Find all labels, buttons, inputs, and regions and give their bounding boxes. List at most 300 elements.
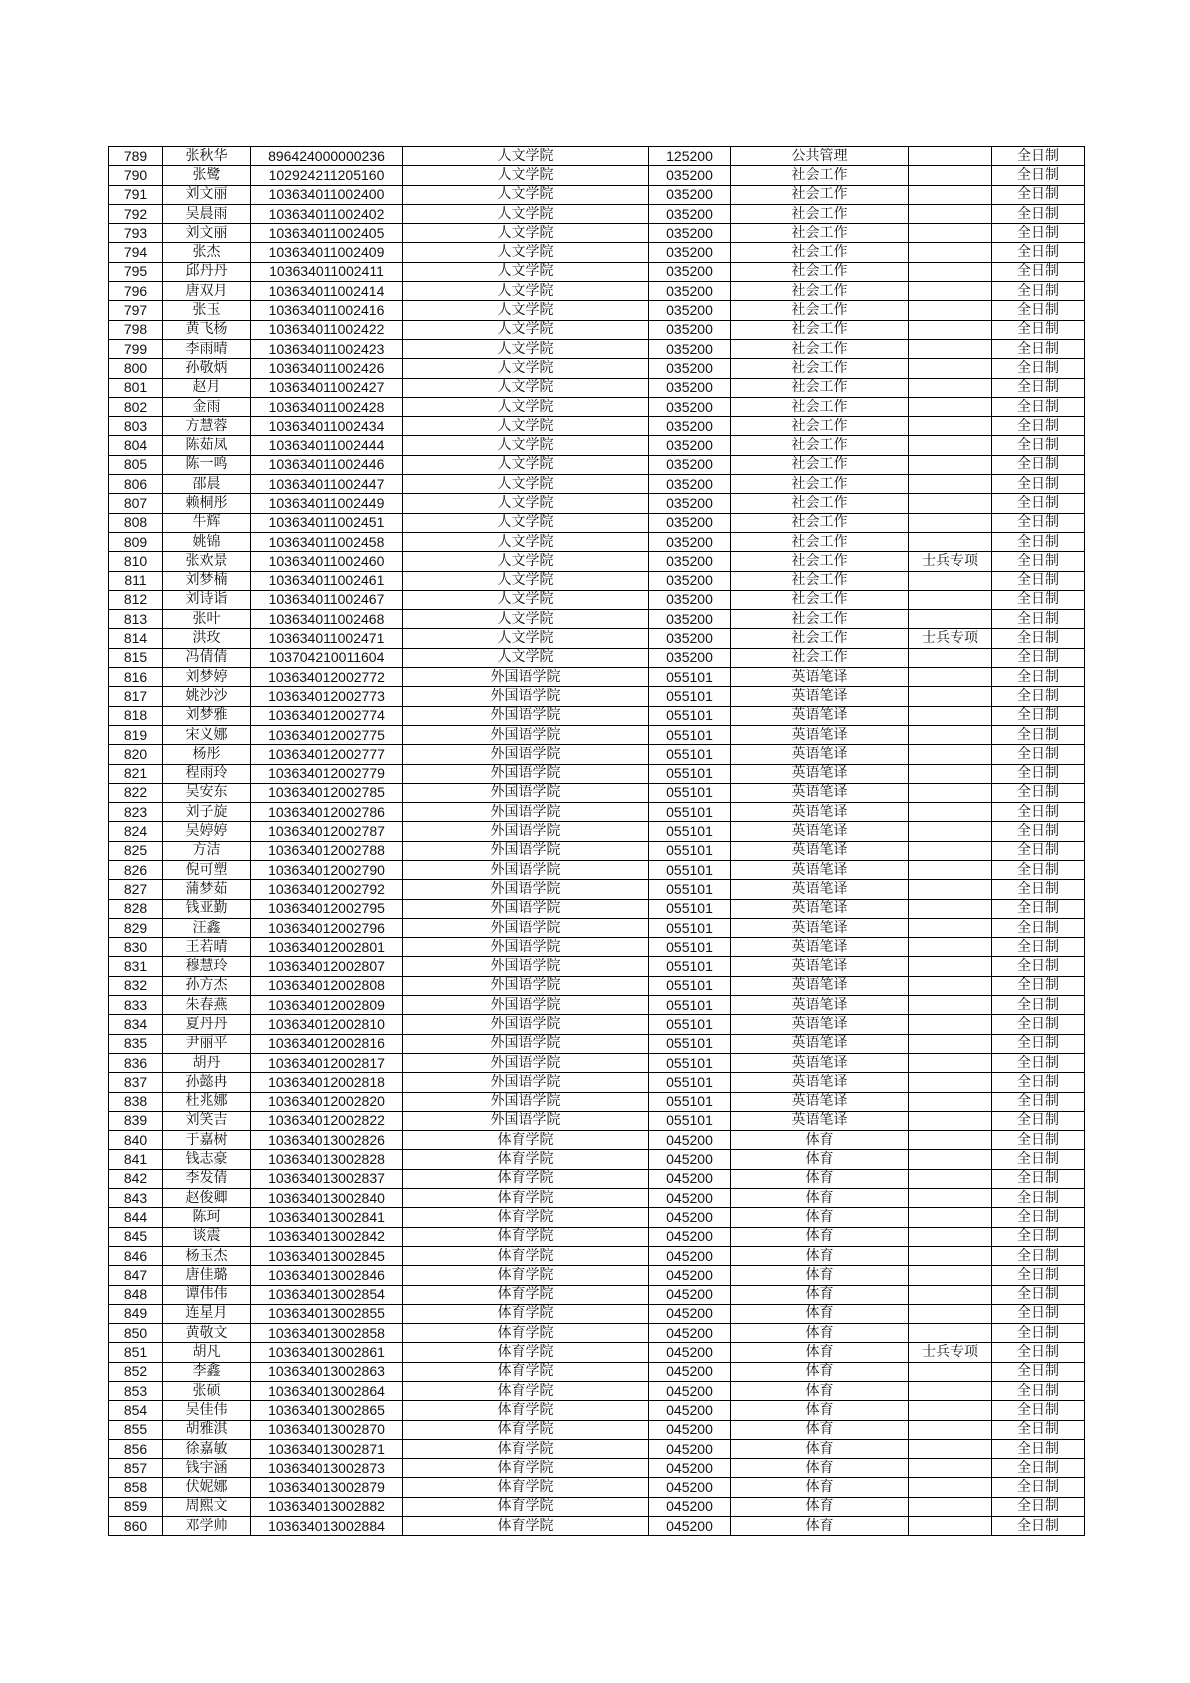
student-name-cell: 黄飞杨: [163, 320, 251, 339]
student-name-cell: 孙懿冉: [163, 1073, 251, 1092]
student-name-cell: 钱宇涵: [163, 1459, 251, 1478]
study-mode-cell: 全日制: [992, 590, 1085, 609]
major-name-cell: 体育: [731, 1459, 909, 1478]
major-name-cell: 英语笔译: [731, 1092, 909, 1111]
school-name-cell: 体育学院: [403, 1517, 649, 1536]
study-mode-cell: 全日制: [992, 571, 1085, 590]
candidate-id-cell: 103634013002854: [251, 1285, 403, 1304]
candidate-id-cell: 103634013002879: [251, 1478, 403, 1497]
study-mode-cell: 全日制: [992, 783, 1085, 802]
school-name-cell: 人文学院: [403, 648, 649, 667]
student-name-cell: 刘文丽: [163, 224, 251, 243]
table-row: [109, 1092, 1085, 1111]
special-program-note-cell: [909, 339, 992, 358]
student-name-cell: 谈震: [163, 1227, 251, 1246]
student-name-cell: 方慧蓉: [163, 417, 251, 436]
study-mode-cell: 全日制: [992, 1015, 1085, 1034]
study-mode-cell: 全日制: [992, 1208, 1085, 1227]
special-program-note-cell: [909, 204, 992, 223]
student-name-cell: 刘笑吉: [163, 1111, 251, 1130]
student-name-cell: 陈一鸣: [163, 455, 251, 474]
study-mode-cell: 全日制: [992, 1304, 1085, 1323]
candidate-id-cell: 103634011002427: [251, 378, 403, 397]
table-row: [109, 1266, 1085, 1285]
major-name-cell: 公共管理: [731, 147, 909, 166]
candidate-id-cell: 103634013002840: [251, 1189, 403, 1208]
row-number-cell: 818: [109, 706, 163, 725]
study-mode-cell: 全日制: [992, 899, 1085, 918]
candidate-id-cell: 103634011002428: [251, 397, 403, 416]
special-program-note-cell: [909, 513, 992, 532]
major-code-cell: 055101: [649, 1053, 731, 1072]
major-code-cell: 055101: [649, 1034, 731, 1053]
table-row: [109, 880, 1085, 899]
study-mode-cell: 全日制: [992, 417, 1085, 436]
major-name-cell: 体育: [731, 1189, 909, 1208]
major-code-cell: 045200: [649, 1131, 731, 1150]
special-program-note-cell: [909, 1420, 992, 1439]
school-name-cell: 外国语学院: [403, 706, 649, 725]
student-name-cell: 吴婷婷: [163, 822, 251, 841]
study-mode-cell: 全日制: [992, 1343, 1085, 1362]
special-program-note-cell: [909, 938, 992, 957]
student-name-cell: 张鹭: [163, 166, 251, 185]
row-number-cell: 841: [109, 1150, 163, 1169]
table-row: [109, 301, 1085, 320]
row-number-cell: 838: [109, 1092, 163, 1111]
major-name-cell: 社会工作: [731, 532, 909, 551]
row-number-cell: 800: [109, 359, 163, 378]
school-name-cell: 体育学院: [403, 1478, 649, 1497]
candidate-id-cell: 103634013002828: [251, 1150, 403, 1169]
study-mode-cell: 全日制: [992, 668, 1085, 687]
school-name-cell: 人文学院: [403, 455, 649, 474]
major-code-cell: 035200: [649, 397, 731, 416]
major-name-cell: 体育: [731, 1266, 909, 1285]
study-mode-cell: 全日制: [992, 532, 1085, 551]
school-name-cell: 人文学院: [403, 378, 649, 397]
study-mode-cell: 全日制: [992, 455, 1085, 474]
candidate-id-cell: 103634013002861: [251, 1343, 403, 1362]
major-name-cell: 体育: [731, 1227, 909, 1246]
row-number-cell: 806: [109, 475, 163, 494]
major-name-cell: 英语笔译: [731, 764, 909, 783]
school-name-cell: 人文学院: [403, 552, 649, 571]
row-number-cell: 807: [109, 494, 163, 513]
major-code-cell: 045200: [649, 1208, 731, 1227]
table-row: [109, 899, 1085, 918]
major-name-cell: 英语笔译: [731, 1034, 909, 1053]
major-name-cell: 社会工作: [731, 629, 909, 648]
school-name-cell: 外国语学院: [403, 1053, 649, 1072]
major-code-cell: 055101: [649, 1015, 731, 1034]
student-name-cell: 唐佳璐: [163, 1266, 251, 1285]
school-name-cell: 体育学院: [403, 1208, 649, 1227]
major-code-cell: 055101: [649, 668, 731, 687]
major-code-cell: 035200: [649, 436, 731, 455]
special-program-note-cell: [909, 185, 992, 204]
study-mode-cell: 全日制: [992, 1362, 1085, 1381]
major-code-cell: 055101: [649, 880, 731, 899]
study-mode-cell: 全日制: [992, 1073, 1085, 1092]
special-program-note-cell: [909, 957, 992, 976]
major-code-cell: 035200: [649, 455, 731, 474]
major-code-cell: 055101: [649, 841, 731, 860]
major-name-cell: 体育: [731, 1131, 909, 1150]
special-program-note-cell: [909, 1459, 992, 1478]
table-row: [109, 822, 1085, 841]
table-row: [109, 668, 1085, 687]
row-number-cell: 808: [109, 513, 163, 532]
row-number-cell: 791: [109, 185, 163, 204]
study-mode-cell: 全日制: [992, 822, 1085, 841]
table-row: [109, 1343, 1085, 1362]
major-code-cell: 035200: [649, 378, 731, 397]
school-name-cell: 外国语学院: [403, 976, 649, 995]
student-name-cell: 伏妮娜: [163, 1478, 251, 1497]
school-name-cell: 人文学院: [403, 436, 649, 455]
student-name-cell: 尹丽平: [163, 1034, 251, 1053]
school-name-cell: 体育学院: [403, 1343, 649, 1362]
major-code-cell: 035200: [649, 166, 731, 185]
major-name-cell: 英语笔译: [731, 783, 909, 802]
school-name-cell: 人文学院: [403, 590, 649, 609]
student-name-cell: 方洁: [163, 841, 251, 860]
student-name-cell: 周熙文: [163, 1497, 251, 1516]
table-row: [109, 1034, 1085, 1053]
study-mode-cell: 全日制: [992, 359, 1085, 378]
special-program-note-cell: [909, 301, 992, 320]
table-row: [109, 1497, 1085, 1516]
special-program-note-cell: 士兵专项: [909, 1343, 992, 1362]
major-name-cell: 英语笔译: [731, 687, 909, 706]
table-row: [109, 339, 1085, 358]
special-program-note-cell: [909, 1266, 992, 1285]
table-row: [109, 378, 1085, 397]
major-code-cell: 035200: [649, 224, 731, 243]
major-code-cell: 045200: [649, 1324, 731, 1343]
major-name-cell: 体育: [731, 1401, 909, 1420]
candidate-id-cell: 103634011002405: [251, 224, 403, 243]
school-name-cell: 人文学院: [403, 359, 649, 378]
candidate-id-cell: 103634013002842: [251, 1227, 403, 1246]
major-name-cell: 社会工作: [731, 648, 909, 667]
student-name-cell: 张杰: [163, 243, 251, 262]
student-name-cell: 胡雅淇: [163, 1420, 251, 1439]
candidate-id-cell: 103634012002816: [251, 1034, 403, 1053]
student-name-cell: 赖桐彤: [163, 494, 251, 513]
school-name-cell: 外国语学院: [403, 880, 649, 899]
special-program-note-cell: [909, 475, 992, 494]
row-number-cell: 851: [109, 1343, 163, 1362]
school-name-cell: 外国语学院: [403, 764, 649, 783]
major-name-cell: 社会工作: [731, 610, 909, 629]
major-name-cell: 体育: [731, 1343, 909, 1362]
row-number-cell: 816: [109, 668, 163, 687]
row-number-cell: 826: [109, 860, 163, 879]
school-name-cell: 体育学院: [403, 1459, 649, 1478]
school-name-cell: 外国语学院: [403, 1034, 649, 1053]
student-name-cell: 牛辉: [163, 513, 251, 532]
special-program-note-cell: [909, 976, 992, 995]
major-name-cell: 英语笔译: [731, 860, 909, 879]
candidate-id-cell: 103634011002461: [251, 571, 403, 590]
candidate-id-cell: 103634012002775: [251, 725, 403, 744]
candidate-id-cell: 103634012002817: [251, 1053, 403, 1072]
major-code-cell: 045200: [649, 1266, 731, 1285]
student-name-cell: 张叶: [163, 610, 251, 629]
school-name-cell: 外国语学院: [403, 899, 649, 918]
student-name-cell: 张硕: [163, 1382, 251, 1401]
study-mode-cell: 全日制: [992, 1189, 1085, 1208]
school-name-cell: 人文学院: [403, 397, 649, 416]
student-name-cell: 李发倩: [163, 1169, 251, 1188]
roster-body: [109, 147, 1085, 1536]
table-row: [109, 764, 1085, 783]
table-row: [109, 1324, 1085, 1343]
candidate-id-cell: 102924211205160: [251, 166, 403, 185]
major-code-cell: 055101: [649, 706, 731, 725]
school-name-cell: 外国语学院: [403, 687, 649, 706]
candidate-id-cell: 103634012002807: [251, 957, 403, 976]
row-number-cell: 813: [109, 610, 163, 629]
candidate-id-cell: 103634013002837: [251, 1169, 403, 1188]
table-row: [109, 475, 1085, 494]
table-row: [109, 1208, 1085, 1227]
major-name-cell: 体育: [731, 1497, 909, 1516]
major-code-cell: 035200: [649, 648, 731, 667]
candidate-id-cell: 103634012002808: [251, 976, 403, 995]
major-code-cell: 055101: [649, 1111, 731, 1130]
candidate-id-cell: 103634011002447: [251, 475, 403, 494]
major-name-cell: 英语笔译: [731, 899, 909, 918]
study-mode-cell: 全日制: [992, 1169, 1085, 1188]
major-name-cell: 社会工作: [731, 301, 909, 320]
major-name-cell: 英语笔译: [731, 918, 909, 937]
study-mode-cell: 全日制: [992, 475, 1085, 494]
school-name-cell: 体育学院: [403, 1285, 649, 1304]
student-name-cell: 穆慧玲: [163, 957, 251, 976]
candidate-id-cell: 103634013002882: [251, 1497, 403, 1516]
study-mode-cell: 全日制: [992, 378, 1085, 397]
school-name-cell: 体育学院: [403, 1420, 649, 1439]
study-mode-cell: 全日制: [992, 1246, 1085, 1265]
study-mode-cell: 全日制: [992, 648, 1085, 667]
school-name-cell: 人文学院: [403, 629, 649, 648]
major-code-cell: 055101: [649, 1092, 731, 1111]
table-row: [109, 1073, 1085, 1092]
school-name-cell: 外国语学院: [403, 803, 649, 822]
candidate-id-cell: 103634013002871: [251, 1439, 403, 1458]
special-program-note-cell: [909, 1111, 992, 1130]
student-name-cell: 杜兆娜: [163, 1092, 251, 1111]
major-name-cell: 体育: [731, 1517, 909, 1536]
study-mode-cell: 全日制: [992, 1324, 1085, 1343]
row-number-cell: 793: [109, 224, 163, 243]
table-row: [109, 1150, 1085, 1169]
student-name-cell: 刘梦楠: [163, 571, 251, 590]
major-name-cell: 社会工作: [731, 378, 909, 397]
major-name-cell: 体育: [731, 1382, 909, 1401]
major-code-cell: 045200: [649, 1285, 731, 1304]
row-number-cell: 844: [109, 1208, 163, 1227]
special-program-note-cell: [909, 1227, 992, 1246]
student-name-cell: 夏丹丹: [163, 1015, 251, 1034]
special-program-note-cell: [909, 1362, 992, 1381]
row-number-cell: 834: [109, 1015, 163, 1034]
school-name-cell: 人文学院: [403, 282, 649, 301]
study-mode-cell: 全日制: [992, 938, 1085, 957]
major-code-cell: 045200: [649, 1227, 731, 1246]
candidate-id-cell: 103634012002787: [251, 822, 403, 841]
candidate-id-cell: 103634012002818: [251, 1073, 403, 1092]
row-number-cell: 831: [109, 957, 163, 976]
row-number-cell: 849: [109, 1304, 163, 1323]
study-mode-cell: 全日制: [992, 282, 1085, 301]
school-name-cell: 人文学院: [403, 224, 649, 243]
school-name-cell: 人文学院: [403, 320, 649, 339]
table-row: [109, 996, 1085, 1015]
study-mode-cell: 全日制: [992, 552, 1085, 571]
row-number-cell: 859: [109, 1497, 163, 1516]
student-name-cell: 姚锦: [163, 532, 251, 551]
row-number-cell: 795: [109, 262, 163, 281]
table-row: [109, 552, 1085, 571]
table-row: [109, 359, 1085, 378]
candidate-id-cell: 103634011002434: [251, 417, 403, 436]
table-row: [109, 687, 1085, 706]
special-program-note-cell: [909, 764, 992, 783]
major-name-cell: 英语笔译: [731, 880, 909, 899]
study-mode-cell: 全日制: [992, 243, 1085, 262]
major-code-cell: 055101: [649, 860, 731, 879]
special-program-note-cell: [909, 668, 992, 687]
study-mode-cell: 全日制: [992, 841, 1085, 860]
row-number-cell: 853: [109, 1382, 163, 1401]
study-mode-cell: 全日制: [992, 1439, 1085, 1458]
special-program-note-cell: [909, 1382, 992, 1401]
row-number-cell: 799: [109, 339, 163, 358]
student-name-cell: 于嘉树: [163, 1131, 251, 1150]
table-row: [109, 783, 1085, 802]
candidate-id-cell: 103634012002790: [251, 860, 403, 879]
row-number-cell: 789: [109, 147, 163, 166]
row-number-cell: 797: [109, 301, 163, 320]
school-name-cell: 外国语学院: [403, 745, 649, 764]
candidate-id-cell: 103634011002468: [251, 610, 403, 629]
special-program-note-cell: [909, 899, 992, 918]
major-code-cell: 055101: [649, 957, 731, 976]
major-name-cell: 社会工作: [731, 436, 909, 455]
major-code-cell: 045200: [649, 1189, 731, 1208]
major-name-cell: 英语笔译: [731, 938, 909, 957]
major-code-cell: 055101: [649, 745, 731, 764]
table-row: [109, 725, 1085, 744]
major-name-cell: 体育: [731, 1285, 909, 1304]
row-number-cell: 817: [109, 687, 163, 706]
major-name-cell: 体育: [731, 1439, 909, 1458]
candidate-id-cell: 103634011002416: [251, 301, 403, 320]
major-code-cell: 125200: [649, 147, 731, 166]
student-name-cell: 唐双月: [163, 282, 251, 301]
major-name-cell: 英语笔译: [731, 745, 909, 764]
student-name-cell: 邱丹丹: [163, 262, 251, 281]
school-name-cell: 人文学院: [403, 166, 649, 185]
major-code-cell: 035200: [649, 243, 731, 262]
study-mode-cell: 全日制: [992, 1497, 1085, 1516]
candidate-id-cell: 103634011002422: [251, 320, 403, 339]
major-code-cell: 055101: [649, 938, 731, 957]
major-name-cell: 社会工作: [731, 282, 909, 301]
school-name-cell: 体育学院: [403, 1439, 649, 1458]
row-number-cell: 840: [109, 1131, 163, 1150]
student-name-cell: 孙方杰: [163, 976, 251, 995]
school-name-cell: 体育学院: [403, 1169, 649, 1188]
special-program-note-cell: [909, 1131, 992, 1150]
candidate-id-cell: 103634011002414: [251, 282, 403, 301]
table-row: [109, 803, 1085, 822]
table-row: [109, 938, 1085, 957]
student-name-cell: 宋义娜: [163, 725, 251, 744]
special-program-note-cell: [909, 532, 992, 551]
special-program-note-cell: [909, 147, 992, 166]
student-name-cell: 连星月: [163, 1304, 251, 1323]
major-name-cell: 社会工作: [731, 475, 909, 494]
study-mode-cell: 全日制: [992, 185, 1085, 204]
table-row: [109, 706, 1085, 725]
major-name-cell: 英语笔译: [731, 822, 909, 841]
student-name-cell: 胡丹: [163, 1053, 251, 1072]
candidate-id-cell: 103634012002773: [251, 687, 403, 706]
school-name-cell: 体育学院: [403, 1266, 649, 1285]
candidate-id-cell: 103634011002460: [251, 552, 403, 571]
major-code-cell: 035200: [649, 610, 731, 629]
table-row: [109, 841, 1085, 860]
table-row: [109, 1227, 1085, 1246]
student-name-cell: 汪鑫: [163, 918, 251, 937]
study-mode-cell: 全日制: [992, 1478, 1085, 1497]
table-row: [109, 1246, 1085, 1265]
major-name-cell: 英语笔译: [731, 725, 909, 744]
study-mode-cell: 全日制: [992, 224, 1085, 243]
major-code-cell: 045200: [649, 1497, 731, 1516]
major-code-cell: 055101: [649, 783, 731, 802]
candidate-id-cell: 103634011002423: [251, 339, 403, 358]
candidate-id-cell: 103634013002841: [251, 1208, 403, 1227]
table-row: [109, 243, 1085, 262]
table-row: [109, 455, 1085, 474]
special-program-note-cell: [909, 417, 992, 436]
major-name-cell: 社会工作: [731, 185, 909, 204]
table-row: [109, 1439, 1085, 1458]
row-number-cell: 822: [109, 783, 163, 802]
candidate-id-cell: 103634013002870: [251, 1420, 403, 1439]
school-name-cell: 人文学院: [403, 571, 649, 590]
school-name-cell: 人文学院: [403, 532, 649, 551]
major-code-cell: 045200: [649, 1439, 731, 1458]
row-number-cell: 835: [109, 1034, 163, 1053]
major-name-cell: 体育: [731, 1246, 909, 1265]
row-number-cell: 792: [109, 204, 163, 223]
study-mode-cell: 全日制: [992, 860, 1085, 879]
row-number-cell: 830: [109, 938, 163, 957]
table-row: [109, 1015, 1085, 1034]
candidate-id-cell: 103634013002845: [251, 1246, 403, 1265]
row-number-cell: 810: [109, 552, 163, 571]
student-name-cell: 杨玉杰: [163, 1246, 251, 1265]
special-program-note-cell: [909, 610, 992, 629]
table-row: [109, 1169, 1085, 1188]
